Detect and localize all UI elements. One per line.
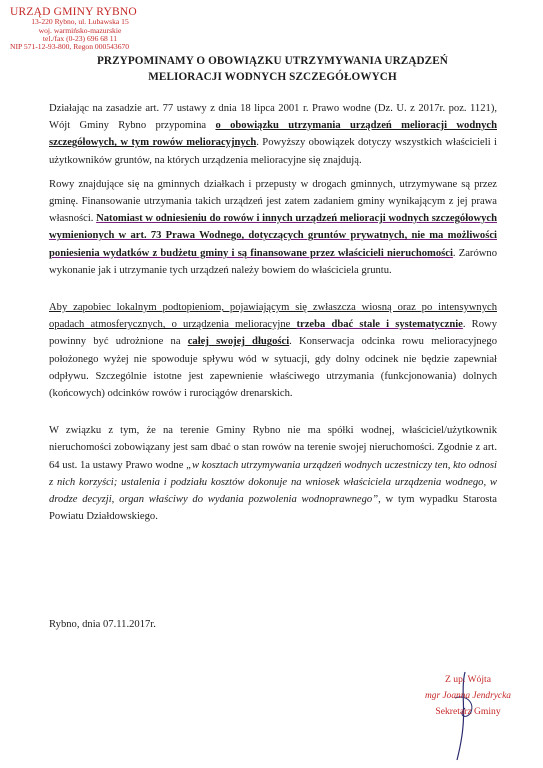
stamp-phone: tel./fax (0-23) 696 68 11: [42, 33, 118, 43]
signature-name: mgr Joanna Jendrycka: [425, 691, 511, 701]
p4-quote: „w kosztach utrzymywania urządzeń wodnych uczestniczy ten, kto odnosi z nich korzyści; ustalenia i podziału kosztów dokonuje na wniosek właściciela urządzenia wodnego, w drodze decyzji, organ właściwy do wydania pozwolenia wodnoprawnego”: [49, 459, 497, 506]
title-line-2: MELIORACJI WODNYCH SZCZEGÓŁOWYCH: [148, 71, 397, 83]
stamp-tax-ids: NIP 571-12-93-800, Regon 000543670: [10, 41, 130, 51]
office-stamp: [10, 6, 150, 51]
p3-emphasis-1: trzeba dbać stale i systematycznie: [296, 319, 463, 331]
p3-text-2: . Rowy powinny być udrożnione na: [49, 319, 497, 348]
paragraph-2: [49, 176, 497, 279]
title-line-1: PRZYPOMINAMY O OBOWIĄZKU UTRZYMYWANIA URZĄDZEŃ: [96, 55, 448, 67]
p4-text-1: W związku z tym, że na terenie Gminy Rybno nie ma spółki wodnej, właściciel/użytkownik nieruchomości zobowiązany jest sam dbać o stan rowów na terenie swojej nieruchomości. Zgodnie z art. 64 ust. 1a ustawy Prawo wodne: [49, 425, 497, 471]
signature-authority: Z up. Wójta: [445, 674, 491, 685]
p2-text-1: Rowy znajdujące się na gminnych działkach i przepusty w drogach gminnych, utrzymywane są przez gminę. Finansowanie utrzymania takich urządzeń jest zatem zadaniem gminy wynikającym z jej prawa własności.: [49, 178, 497, 225]
paragraph-1: [49, 100, 497, 169]
p1-emphasis: o obowiązku utrzymania urządzeń melioracji wodnych szczegółowych, w tym rowów melioracyjnych: [49, 120, 497, 149]
document-body: [49, 100, 497, 532]
p3-emphasis-2: całej swojej długości: [187, 336, 290, 348]
p3-text-3: . Konserwacja odcinka rowu melioracyjnego położonego wyżej nie spowoduje spływu wód w sytuacji, gdy dolny odcinek nie będzie zapewniał odpływu. Szczególnie istotne jest zapewnienie właściwego utrzymania (funkcjonowania) dolnych (końcowych) odcinków rowów i rurociągów drenarskich.: [49, 336, 497, 400]
paragraph-3: [49, 299, 497, 402]
stamp-region: woj. warmińsko-mazurskie: [38, 25, 122, 35]
p1-text-2: . Powyższy obowiązek dotyczy wszystkich właścicieli i użytkowników gruntów, na których urządzenia melioracyjne się znajdują.: [49, 137, 497, 166]
p2-text-2: . Zarówno wykonanie jak i utrzymanie tych urządzeń należy bowiem do właściciela gruntu.: [49, 247, 497, 276]
place-and-date: Rybno, dnia 07.11.2017r.: [49, 619, 156, 630]
document-title: [40, 53, 505, 85]
p2-emphasis: Natomiast w odniesieniu do rowów i innych urządzeń melioracji wodnych szczegółowych wymienionych w art. 73 Prawa Wodnego, dotyczących gruntów prywatnych, nie ma możliwości poniesienia wydatków z budżetu gminy i są finansowane przez właścicieli nieruchomości: [49, 213, 497, 259]
p4-text-2: , w tym wypadku Starosta Powiatu Działdowskiego.: [49, 494, 498, 523]
p1-text-1: Działając na zasadzie art. 77 ustawy z dnia 18 lipca 2001 r. Prawo wodne (Dz. U. z 2017r. poz. 1121), Wójt Gminy Rybno przypomina: [49, 103, 497, 132]
paragraph-4: [49, 422, 497, 525]
stamp-title: URZĄD GMINY RYBNO: [10, 6, 137, 18]
signature-role: Sekretarz Gminy: [435, 706, 501, 717]
p3-text-1: Aby zapobiec lokalnym podtopieniom, pojawiającym się zwłaszcza wiosną oraz po intensywnych opadach atmosferycznych, o urządzenia melioracyjne: [49, 302, 497, 331]
stamp-address: 13-220 Rybno, ul. Lubawska 15: [31, 17, 129, 27]
signature-block: [398, 672, 538, 720]
